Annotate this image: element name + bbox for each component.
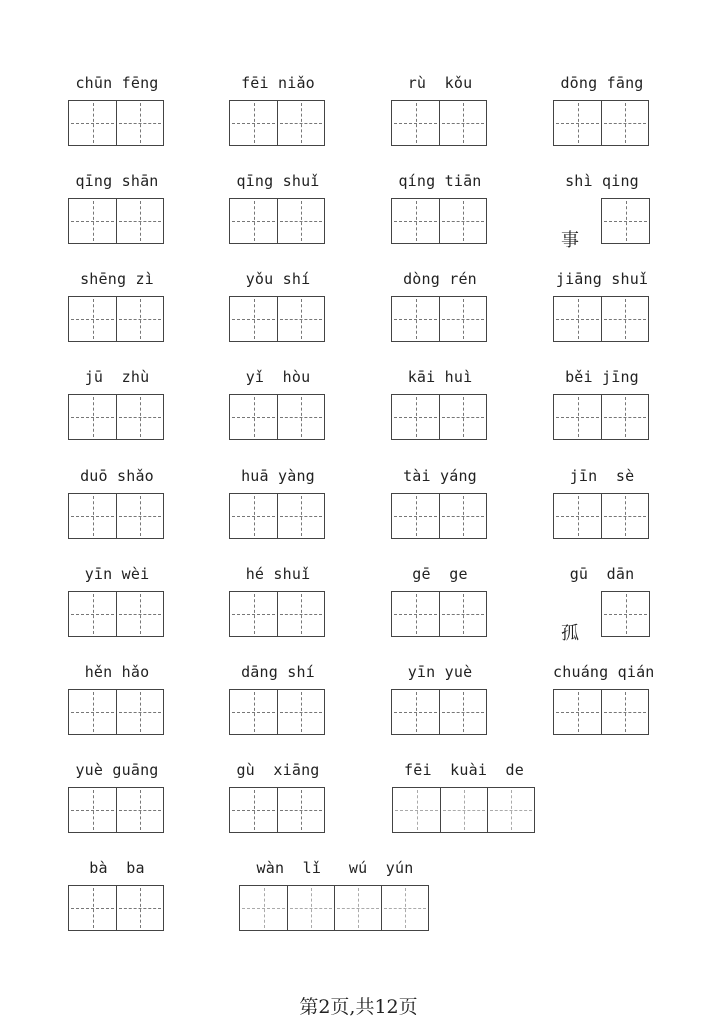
- writing-grid: [229, 198, 325, 244]
- pinyin-label: yǐ hòu: [245, 368, 311, 386]
- writing-cell[interactable]: [116, 886, 163, 930]
- writing-grid: [229, 689, 325, 735]
- pinyin-label: gù xiāng: [236, 761, 320, 779]
- pinyin-label: hěn hǎo: [84, 663, 150, 681]
- pinyin-label: jiāng shuǐ: [555, 270, 649, 288]
- writing-cell[interactable]: [554, 690, 601, 734]
- pinyin-label: jū zhù: [84, 368, 150, 386]
- word-item: [391, 368, 489, 440]
- writing-cell[interactable]: [392, 297, 439, 341]
- writing-cell[interactable]: [601, 297, 648, 341]
- writing-cell[interactable]: [392, 494, 439, 538]
- pinyin-label: běi jīng: [565, 368, 639, 386]
- pinyin-label: qīng shuǐ: [236, 172, 320, 190]
- pinyin-label: shēng zì: [80, 270, 154, 288]
- writing-cell[interactable]: [334, 886, 381, 930]
- writing-cell[interactable]: [601, 494, 648, 538]
- word-item: [392, 761, 536, 833]
- pinyin-label: yīn wèi: [84, 565, 150, 583]
- word-item: [239, 859, 431, 931]
- writing-cell[interactable]: [116, 297, 163, 341]
- pinyin-label: yuè guāng: [75, 761, 159, 779]
- writing-cell[interactable]: [392, 395, 439, 439]
- pinyin-label: hé shuǐ: [245, 565, 311, 583]
- pinyin-label: qíng tiān: [398, 172, 482, 190]
- pinyin-label: fēi niǎo: [241, 74, 315, 92]
- writing-cell[interactable]: [392, 101, 439, 145]
- writing-cell[interactable]: [116, 788, 163, 832]
- given-character: 孤: [561, 623, 579, 644]
- pinyin-label: bà ba: [89, 859, 145, 877]
- pinyin-label: yǒu shí: [245, 270, 311, 288]
- word-item: [68, 467, 166, 539]
- writing-grid: [229, 100, 325, 146]
- word-item: [391, 270, 489, 342]
- writing-grid: [68, 787, 164, 833]
- word-item: [229, 368, 327, 440]
- page-footer: 第2页,共12页: [299, 996, 418, 1018]
- writing-cell[interactable]: [69, 690, 116, 734]
- word-item: [553, 172, 651, 251]
- word-item: [553, 270, 651, 342]
- word-item: [229, 270, 327, 342]
- writing-cell[interactable]: [554, 494, 601, 538]
- writing-grid: [553, 394, 649, 440]
- writing-grid: [68, 689, 164, 735]
- writing-cell[interactable]: [439, 592, 486, 636]
- writing-grid: [68, 493, 164, 539]
- writing-cell[interactable]: [439, 395, 486, 439]
- writing-grid: [229, 591, 325, 637]
- pinyin-label: chūn fēng: [75, 74, 159, 92]
- word-item: [229, 74, 327, 146]
- writing-cell[interactable]: [230, 101, 277, 145]
- writing-cell[interactable]: [230, 199, 277, 243]
- writing-grid: [391, 296, 487, 342]
- writing-cell[interactable]: [277, 297, 324, 341]
- writing-grid: [68, 100, 164, 146]
- writing-grid: [391, 198, 487, 244]
- word-item: [229, 761, 327, 833]
- pinyin-label: wàn lǐ wú yún: [256, 859, 414, 877]
- word-item: [68, 663, 166, 735]
- writing-grid: [601, 591, 650, 637]
- writing-cell[interactable]: [277, 101, 324, 145]
- writing-cell[interactable]: [287, 886, 334, 930]
- pinyin-label: dōng fāng: [560, 74, 644, 92]
- writing-cell[interactable]: [439, 690, 486, 734]
- writing-cell[interactable]: [116, 690, 163, 734]
- writing-cell[interactable]: [554, 297, 601, 341]
- word-item: [68, 270, 166, 342]
- writing-cell[interactable]: [69, 494, 116, 538]
- pinyin-label: gē ge: [412, 565, 468, 583]
- writing-grid: [391, 689, 487, 735]
- writing-cell[interactable]: [69, 101, 116, 145]
- writing-grid: [553, 689, 649, 735]
- writing-cell[interactable]: [439, 494, 486, 538]
- writing-cell[interactable]: [230, 788, 277, 832]
- word-item: [391, 663, 489, 735]
- writing-cell[interactable]: [440, 788, 487, 832]
- writing-cell[interactable]: [602, 592, 649, 636]
- word-item: [553, 467, 651, 539]
- word-item: [391, 565, 489, 637]
- writing-cell[interactable]: [277, 690, 324, 734]
- pinyin-label: dāng shí: [241, 663, 315, 681]
- writing-cell[interactable]: [230, 690, 277, 734]
- writing-grid: [391, 591, 487, 637]
- writing-cell[interactable]: [230, 494, 277, 538]
- pinyin-label: shì qing: [565, 172, 639, 190]
- writing-grid: [68, 394, 164, 440]
- word-item: [68, 74, 166, 146]
- writing-cell[interactable]: [116, 592, 163, 636]
- writing-grid: [553, 493, 649, 539]
- writing-grid: [229, 296, 325, 342]
- pinyin-label: huā yàng: [241, 467, 315, 485]
- writing-cell[interactable]: [277, 395, 324, 439]
- writing-cell[interactable]: [439, 199, 486, 243]
- word-item: [553, 74, 651, 146]
- word-item: [229, 565, 327, 637]
- writing-cell[interactable]: [116, 494, 163, 538]
- writing-cell[interactable]: [277, 592, 324, 636]
- word-item: [68, 368, 166, 440]
- writing-grid: [68, 198, 164, 244]
- pinyin-label: fēi kuài de: [404, 761, 524, 779]
- writing-grid: [229, 394, 325, 440]
- writing-cell[interactable]: [439, 101, 486, 145]
- writing-cell[interactable]: [392, 690, 439, 734]
- pinyin-label: gū dān: [569, 565, 635, 583]
- pinyin-label: kāi huì: [407, 368, 473, 386]
- writing-cell[interactable]: [601, 101, 648, 145]
- word-item: [68, 859, 166, 931]
- writing-cell[interactable]: [554, 101, 601, 145]
- pinyin-label: jīn sè: [569, 467, 635, 485]
- pinyin-label: dòng rén: [403, 270, 477, 288]
- writing-grid: [68, 885, 164, 931]
- word-item: [391, 172, 489, 244]
- word-item: [391, 74, 489, 146]
- writing-cell[interactable]: [277, 788, 324, 832]
- writing-grid: [229, 787, 325, 833]
- writing-grid: [391, 394, 487, 440]
- pinyin-label: yīn yuè: [407, 663, 473, 681]
- given-character: 事: [561, 230, 579, 251]
- word-item: [391, 467, 489, 539]
- writing-cell[interactable]: [116, 101, 163, 145]
- writing-cell[interactable]: [69, 297, 116, 341]
- writing-cell[interactable]: [393, 788, 440, 832]
- writing-grid: [553, 100, 649, 146]
- writing-cell[interactable]: [487, 788, 534, 832]
- word-item: [553, 368, 651, 440]
- writing-grid: [68, 591, 164, 637]
- writing-grid: [392, 787, 535, 833]
- writing-cell[interactable]: [116, 395, 163, 439]
- word-item: [229, 467, 327, 539]
- pinyin-label: duō shǎo: [80, 467, 154, 485]
- writing-cell[interactable]: [69, 592, 116, 636]
- pinyin-label: tài yáng: [403, 467, 477, 485]
- writing-cell[interactable]: [69, 788, 116, 832]
- word-item: [229, 663, 327, 735]
- writing-cell[interactable]: [554, 395, 601, 439]
- word-item: [68, 761, 166, 833]
- writing-grid: [239, 885, 429, 931]
- writing-cell[interactable]: [230, 297, 277, 341]
- writing-cell[interactable]: [116, 199, 163, 243]
- writing-cell[interactable]: [230, 395, 277, 439]
- writing-grid: [68, 296, 164, 342]
- word-item: [229, 172, 327, 244]
- writing-cell[interactable]: [230, 592, 277, 636]
- pinyin-label: chuáng qián: [553, 663, 655, 681]
- writing-cell[interactable]: [602, 199, 649, 243]
- writing-cell[interactable]: [601, 395, 648, 439]
- writing-cell[interactable]: [69, 395, 116, 439]
- writing-cell[interactable]: [392, 592, 439, 636]
- writing-grid: [391, 100, 487, 146]
- writing-cell[interactable]: [69, 199, 116, 243]
- writing-grid: [391, 493, 487, 539]
- pinyin-label: rù kǒu: [407, 74, 473, 92]
- pinyin-label: qīng shān: [75, 172, 159, 190]
- writing-grid: [229, 493, 325, 539]
- writing-cell[interactable]: [277, 494, 324, 538]
- writing-cell[interactable]: [439, 297, 486, 341]
- word-item: [553, 565, 651, 644]
- writing-cell[interactable]: [392, 199, 439, 243]
- writing-grid: [553, 296, 649, 342]
- writing-grid: [601, 198, 650, 244]
- writing-cell[interactable]: [240, 886, 287, 930]
- writing-cell[interactable]: [69, 886, 116, 930]
- word-item: [68, 565, 166, 637]
- writing-cell[interactable]: [381, 886, 428, 930]
- word-item: [68, 172, 166, 244]
- writing-cell[interactable]: [277, 199, 324, 243]
- word-item: [553, 663, 655, 735]
- writing-cell[interactable]: [601, 690, 648, 734]
